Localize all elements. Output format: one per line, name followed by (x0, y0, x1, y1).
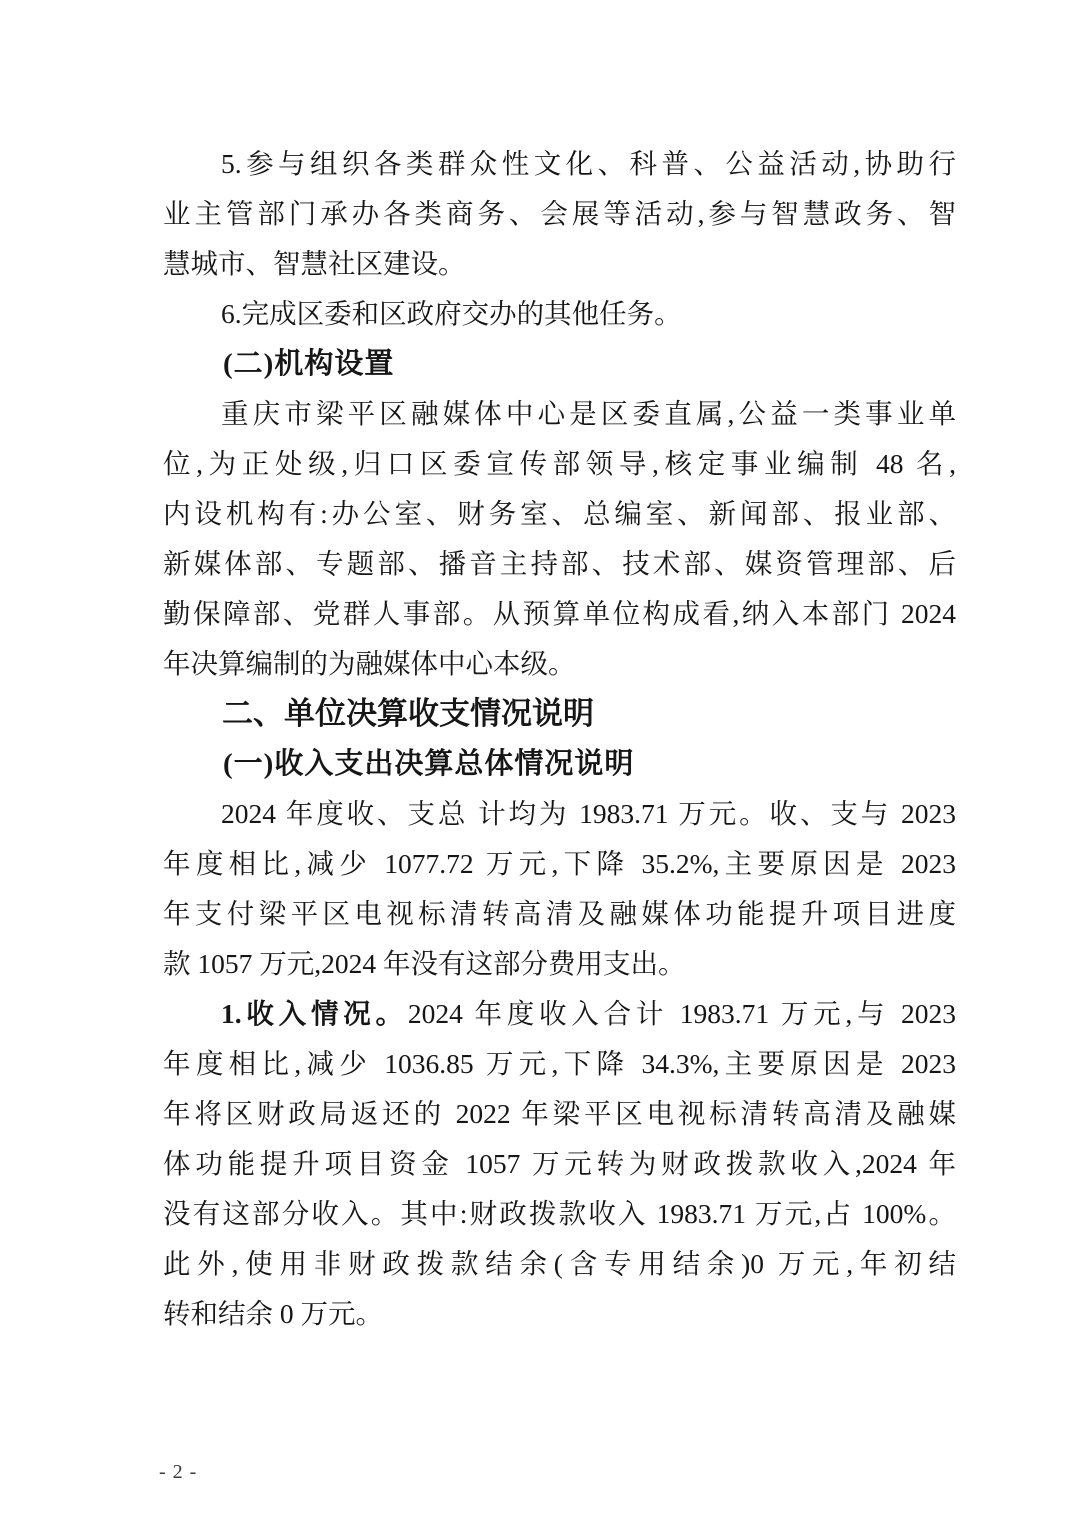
text-line: 内设机构有:办公室、财务室、总编室、新闻部、报业部、 (163, 498, 956, 529)
text-span: 2024 年度收入合计 1983.71 万元,与 2023 (407, 998, 956, 1029)
text-line: 年度相比,减少 1077.72 万元,下降 35.2%,主要原因是 2023 (163, 848, 956, 879)
text-line: 没有这部分收入。其中:财政拨款收入 1983.71 万元,占 100%。 (163, 1198, 956, 1229)
page-number: - 2 - (159, 1461, 198, 1483)
text-line: 此外,使用非财政拨款结余(含专用结余)0 万元,年初结 (163, 1248, 956, 1279)
document-body (163, 139, 956, 1339)
text-line (163, 989, 956, 1039)
section-heading-income-expense-overview: (一)收入支出决算总体情况说明 (223, 748, 635, 780)
text-line: 位,为正处级,归口区委宣传部领导,核定事业编制 48 名, (163, 448, 956, 479)
text-line: 勤保障部、党群人事部。从预算单位构成看,纳入本部门 2024 (163, 598, 956, 629)
text-line: 慧城市、智慧社区建设。 (163, 248, 466, 279)
text-line: 新媒体部、专题部、播音主持部、技术部、媒资管理部、后 (163, 548, 956, 579)
text-line: 业主管部门承办各类商务、会展等活动,参与智慧政务、智 (163, 198, 956, 229)
text-line: 重庆市梁平区融媒体中心是区委直属,公益一类事业单 (221, 398, 956, 429)
text-line: 6.完成区委和区政府交办的其他任务。 (221, 298, 682, 329)
text-line: 转和结余 0 万元。 (163, 1298, 383, 1329)
income-paragraph-label: 1.收入情况。 (221, 998, 408, 1029)
text-line: 年度相比,减少 1036.85 万元,下降 34.3%,主要原因是 2023 (163, 1048, 956, 1079)
text-line: 年决算编制的为融媒体中心本级。 (163, 648, 576, 679)
text-line: 年支付梁平区电视标清转高清及融媒体功能提升项目进度 (163, 898, 956, 929)
text-line: 款 1057 万元,2024 年没有这部分费用支出。 (163, 948, 686, 979)
text-line: 2024 年度收、支总 计均为 1983.71 万元。收、支与 2023 (221, 798, 956, 829)
text-line: 体功能提升项目资金 1057 万元转为财政拨款收入,2024 年 (163, 1148, 956, 1179)
text-line: 5.参与组织各类群众性文化、科普、公益活动,协助行 (221, 148, 956, 179)
text-line: 年将区财政局返还的 2022 年梁平区电视标清转高清及融媒 (163, 1098, 956, 1129)
chapter-heading-budget-statement: 二、单位决算收支情况说明 (222, 696, 594, 731)
section-heading-org-setup: (二)机构设置 (223, 348, 395, 380)
